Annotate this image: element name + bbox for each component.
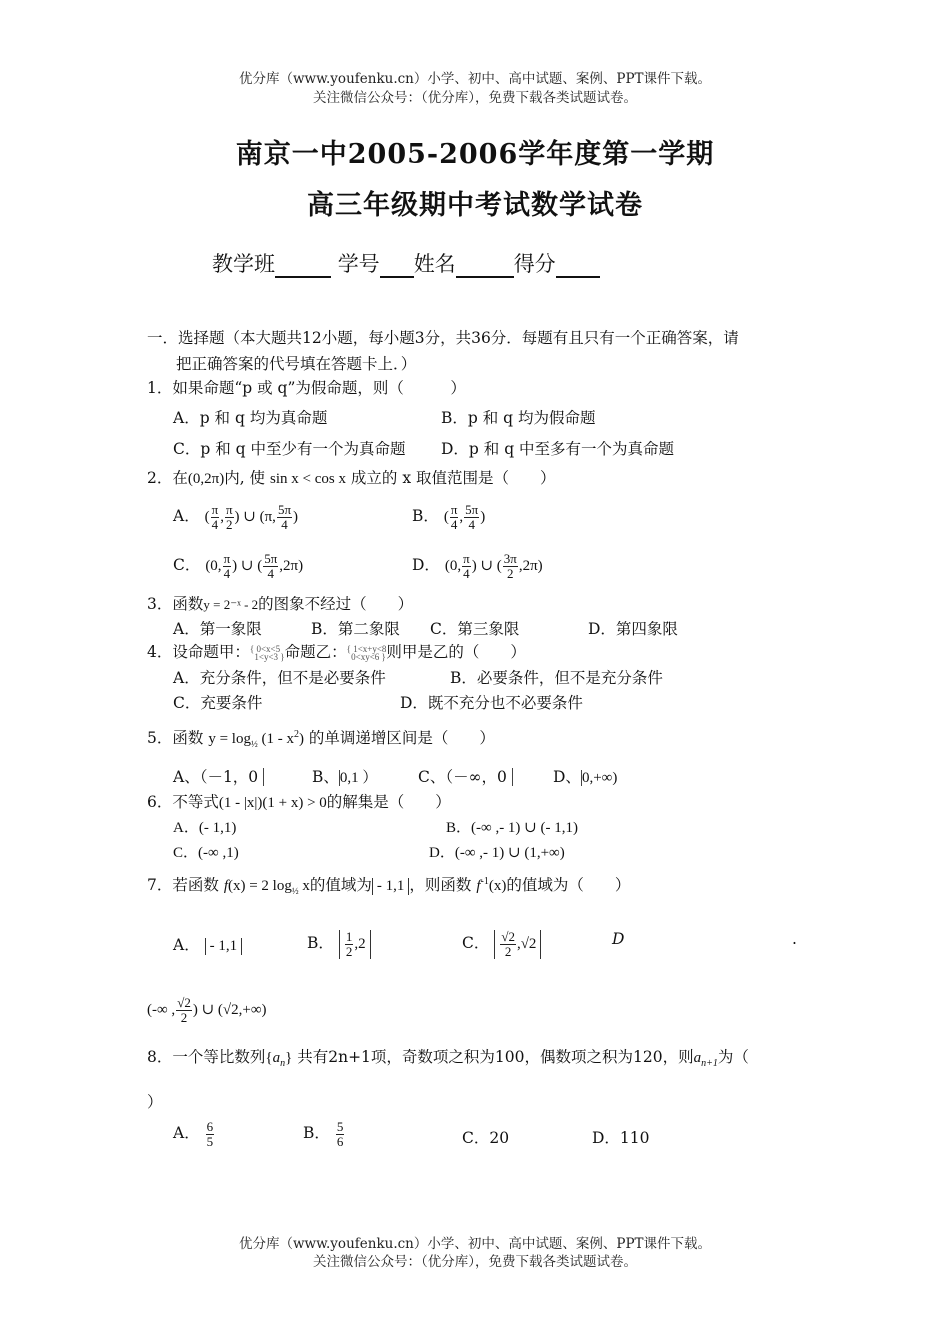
q4-condition-b-icon: { 1<x+y<8 0<xy<6 } (346, 644, 387, 662)
q2-option-c: C． (0, $\frac{\pi}{4}$ ) ∪ ( $\frac{5\pi}{4}$ ,2π) (173, 551, 304, 581)
q6-pre: 6．不等式 (147, 793, 219, 811)
q7-c-label: C． (462, 933, 490, 952)
q4-pre: 4．设命题甲： (147, 643, 250, 661)
q5-b-text: B、 (312, 768, 339, 786)
q6-stem (147, 790, 451, 812)
q3-option-a: A．第一象限 (173, 620, 262, 638)
name-blank[interactable] (456, 256, 514, 278)
q1-stem: 1．如果命题“p 或 q”为假命题，则（ ） (147, 379, 466, 397)
footer-line-2: 关注微信公众号：（优分库），免费下载各类试题试卷。 (313, 1254, 637, 1270)
q7-d-label: D (612, 930, 625, 948)
q5-option-a (173, 765, 264, 787)
q4-post: 则甲是乙的（ ） (386, 643, 526, 661)
name-label: 姓名 (413, 252, 456, 276)
q2-mid: 内, 使 (224, 469, 266, 487)
q3-option-c: C．第三象限 (430, 620, 520, 638)
q7-option-d (612, 930, 624, 948)
q4-option-c: C．充要条件 (173, 694, 263, 712)
q7-option-c: C． $\frac{√2}{2}$ ,√2 (462, 930, 541, 959)
section-1-line-2: 把正确答案的代号填在答题卡上．） (176, 355, 417, 373)
q7-mid-1: 的值域为 (309, 876, 372, 894)
q5-post: 的单调递增区间是（ ） (308, 729, 495, 747)
q1-option-d: D．p 和 q 中至多有一个为真命题 (441, 440, 675, 458)
class-label: 教学班 (212, 252, 275, 276)
q8-option-d: D．110 (592, 1129, 650, 1147)
q6-option-b: B．(-∞ ,- 1) ∪ (- 1,1) (446, 820, 578, 836)
q8-option-b: B． $\frac{5}{6}$ (303, 1119, 344, 1149)
q8-a-label: A． (173, 1123, 200, 1142)
q4-option-a: A．充分条件，但不是必要条件 (173, 669, 386, 687)
q8-b-label: B． (303, 1123, 330, 1142)
section-1-line-1: 一．选择题（本大题共12小题，每小题3分，共36分．每题有且只有一个正确答案，请 (147, 329, 739, 347)
score-label: 得分 (513, 252, 556, 276)
q3-post: 的图象不经过（ ） (258, 595, 414, 613)
score-blank[interactable] (556, 256, 600, 278)
q7-mid-2: ，则函数 (409, 876, 472, 894)
q2-option-a: A． ( $\frac{\pi}{4}$ , $\frac{\pi}{2}$ ) ∪ (π, $\frac{5\pi}{4}$ ) (173, 502, 299, 532)
q7-option-b: B． $\frac{1}{2}$ ,2 (307, 930, 371, 959)
q7-stem (147, 873, 630, 896)
q6-inequality: (1 - |x|)(1 + x) > 0 (218, 795, 327, 811)
q7-post: 的值域为（ ） (506, 876, 631, 894)
class-blank[interactable] (275, 256, 331, 278)
q6-post: 的解集是（ ） (326, 793, 451, 811)
q2-tail: 成立的 x 取值范围是（ ） (350, 469, 556, 487)
q1-option-c: C．p 和 q 中至少有一个为真命题 (173, 440, 406, 458)
q2-c-label: C． (173, 555, 201, 574)
q3-stem (147, 592, 413, 614)
exam-title-line-2: 高三年级期中考试数学试卷 (307, 190, 643, 221)
q7-range: - 1,1 (372, 878, 410, 895)
q5-function: $y = \log_{\frac{1}{2}} (1 - x^2)$ (208, 729, 304, 749)
q8-option-a: A． $\frac{6}{5}$ (173, 1119, 214, 1149)
q2-stem (147, 466, 556, 488)
q2-d-label: D． (412, 555, 440, 574)
header-line-2: 关注微信公众号：（优分库），免费下载各类试题试卷。 (313, 90, 637, 106)
q5-stem (147, 726, 495, 749)
q8-pre: 8．一个等比数列 (147, 1048, 266, 1066)
q4-condition-a-icon: { 0<x<5 1<y<3 } (249, 644, 285, 662)
exam-title-line-1: 南京一中2005-2006学年度第一学期 (235, 139, 715, 170)
q7-function: f(x) = 2 $\log_{\frac{1}{2}} x$ (223, 878, 310, 896)
q7-a-label: A． (173, 936, 200, 954)
q8-sequence: $\{a_n\}$ (265, 1050, 293, 1069)
q7-dot: . (792, 930, 797, 948)
q5-pre: 5．函数 (147, 729, 204, 747)
q3-function: y = 2⁻ˣ - 2 (203, 597, 259, 612)
q4-option-d: D．既不充分也不必要条件 (400, 694, 583, 712)
q8-tail: 为（ (717, 1048, 749, 1066)
q5-c-text: C、（－∞，0 (418, 768, 507, 786)
q4-stem (147, 640, 526, 662)
q8-stem (147, 1045, 749, 1069)
q2-option-b: B． ( $\frac{\pi}{4}$ , $\frac{5\pi}{4}$ ) (412, 502, 486, 532)
id-label: 学号 (337, 252, 380, 276)
student-info-line (212, 248, 600, 278)
q8-post: 共有2n+1项，奇数项之积为100，偶数项之积为120，则 (297, 1048, 694, 1066)
q4-mid: 命题乙： (284, 643, 347, 661)
q5-a-text: A、（－1，0 (173, 768, 259, 786)
q5-option-d: D、0,+∞) (553, 768, 618, 786)
q3-option-d: D．第四象限 (588, 620, 678, 638)
q2-a-label: A． (173, 506, 200, 525)
id-blank[interactable] (380, 256, 414, 278)
q7-option-d-value: (-∞ , $\frac{√2}{2}$ ) ∪ (√2,+∞) (147, 995, 267, 1025)
footer-line-1: 优分库（www.youfenku.cn）小学、初中、高中试题、案例、PPT课件下载。 (238, 1236, 712, 1252)
q8-term: $a_{n+1}$ (693, 1050, 718, 1069)
q7-inverse-function: $f^{-1}(x)$ (476, 876, 507, 894)
q1-option-a: A．p 和 q 均为真命题 (173, 409, 328, 427)
q2-interval: (0,2π) (187, 471, 225, 487)
q5-d-text: D、 (553, 768, 581, 786)
q4-option-b: B．必要条件，但不是充分条件 (450, 669, 663, 687)
q1-option-b: B．p 和 q 均为假命题 (441, 409, 596, 427)
q7-pre: 7．若函数 (147, 876, 219, 894)
q3-option-b: B．第二象限 (311, 620, 400, 638)
q7-b-label: B． (307, 933, 334, 952)
q8-close-paren: ） (147, 1093, 163, 1111)
q6-option-a: A．(- 1,1) (173, 820, 237, 836)
q2-inequality: sin x < cos x (270, 471, 346, 487)
q6-option-d: D．(-∞ ,- 1) ∪ (1,+∞) (429, 845, 565, 861)
q2-number: 2．在 (147, 469, 188, 487)
q3-pre: 3．函数 (147, 595, 204, 613)
q5-option-c (418, 765, 513, 787)
q7-option-a: A． - 1,1 (173, 930, 242, 955)
header-line-1: 优分库（www.youfenku.cn）小学、初中、高中试题、案例、PPT课件下载。 (238, 71, 712, 87)
q2-option-d: D． (0, $\frac{\pi}{4}$ ) ∪ ( $\frac{3\pi}{2}$ ,2π) (412, 551, 543, 581)
q5-option-b: B、0,1 ） (312, 768, 378, 786)
q8-option-c: C．20 (462, 1129, 510, 1147)
q2-b-label: B． (412, 506, 439, 525)
q6-option-c: C．(-∞ ,1) (173, 845, 239, 861)
